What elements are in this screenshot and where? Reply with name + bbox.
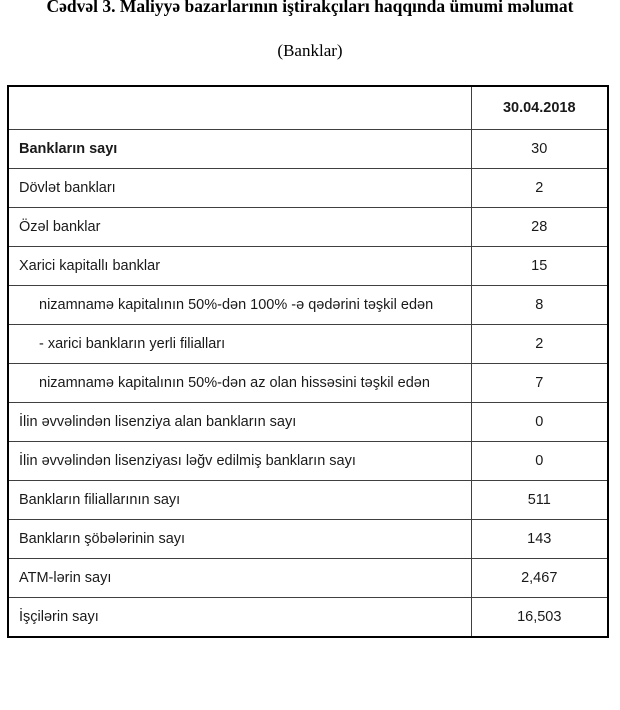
- row-value: 8: [471, 286, 608, 325]
- row-label: İlin əvvəlindən lisenziya alan bankların sayı: [8, 403, 471, 442]
- table-row: [8, 325, 608, 364]
- page-subtitle: (Banklar): [277, 40, 343, 60]
- row-value: 30: [471, 130, 608, 169]
- table-row: [8, 169, 608, 208]
- row-value: 15: [471, 247, 608, 286]
- row-value: 511: [471, 481, 608, 520]
- table-row: [8, 598, 608, 637]
- row-label: nizamnamə kapitalının 50%-dən 100% -ə qədərini təşkil edən: [8, 286, 471, 325]
- banks-summary-table: [7, 85, 609, 638]
- row-label: Bankların filiallarının sayı: [8, 481, 471, 520]
- row-label: nizamnamə kapitalının 50%-dən az olan hissəsini təşkil edən: [8, 364, 471, 403]
- row-value: 28: [471, 208, 608, 247]
- table-body: [8, 130, 608, 637]
- row-value: 143: [471, 520, 608, 559]
- table-row: [8, 208, 608, 247]
- row-label: ATM-lərin sayı: [8, 559, 471, 598]
- table-row: [8, 481, 608, 520]
- row-label: Dövlət bankları: [8, 169, 471, 208]
- table-row: [8, 247, 608, 286]
- row-label: Özəl banklar: [8, 208, 471, 247]
- row-value: 0: [471, 442, 608, 481]
- row-label: İlin əvvəlindən lisenziyası ləğv edilmiş bankların sayı: [8, 442, 471, 481]
- row-label: Xarici kapitallı banklar: [8, 247, 471, 286]
- row-label: Bankların şöbələrinin sayı: [8, 520, 471, 559]
- table-row: [8, 559, 608, 598]
- table-row: [8, 520, 608, 559]
- row-label: Bankların sayı: [8, 130, 471, 169]
- page-title: Cədvəl 3. Maliyyə bazarlarının iştirakçıları haqqında ümumi məlumat: [46, 0, 574, 16]
- table-row: [8, 403, 608, 442]
- empty-header-cell: [8, 86, 471, 130]
- row-value: 16,503: [471, 598, 608, 637]
- row-label: İşçilərin sayı: [8, 598, 471, 637]
- row-label: - xarici bankların yerli filialları: [8, 325, 471, 364]
- table-header: [8, 86, 608, 130]
- row-value: 2: [471, 325, 608, 364]
- table-row: [8, 286, 608, 325]
- header-row: [8, 86, 608, 130]
- table-row: [8, 442, 608, 481]
- date-header-cell: 30.04.2018: [471, 86, 608, 130]
- table-row: [8, 130, 608, 169]
- table-row: [8, 364, 608, 403]
- row-value: 2: [471, 169, 608, 208]
- row-value: 2,467: [471, 559, 608, 598]
- row-value: 7: [471, 364, 608, 403]
- row-value: 0: [471, 403, 608, 442]
